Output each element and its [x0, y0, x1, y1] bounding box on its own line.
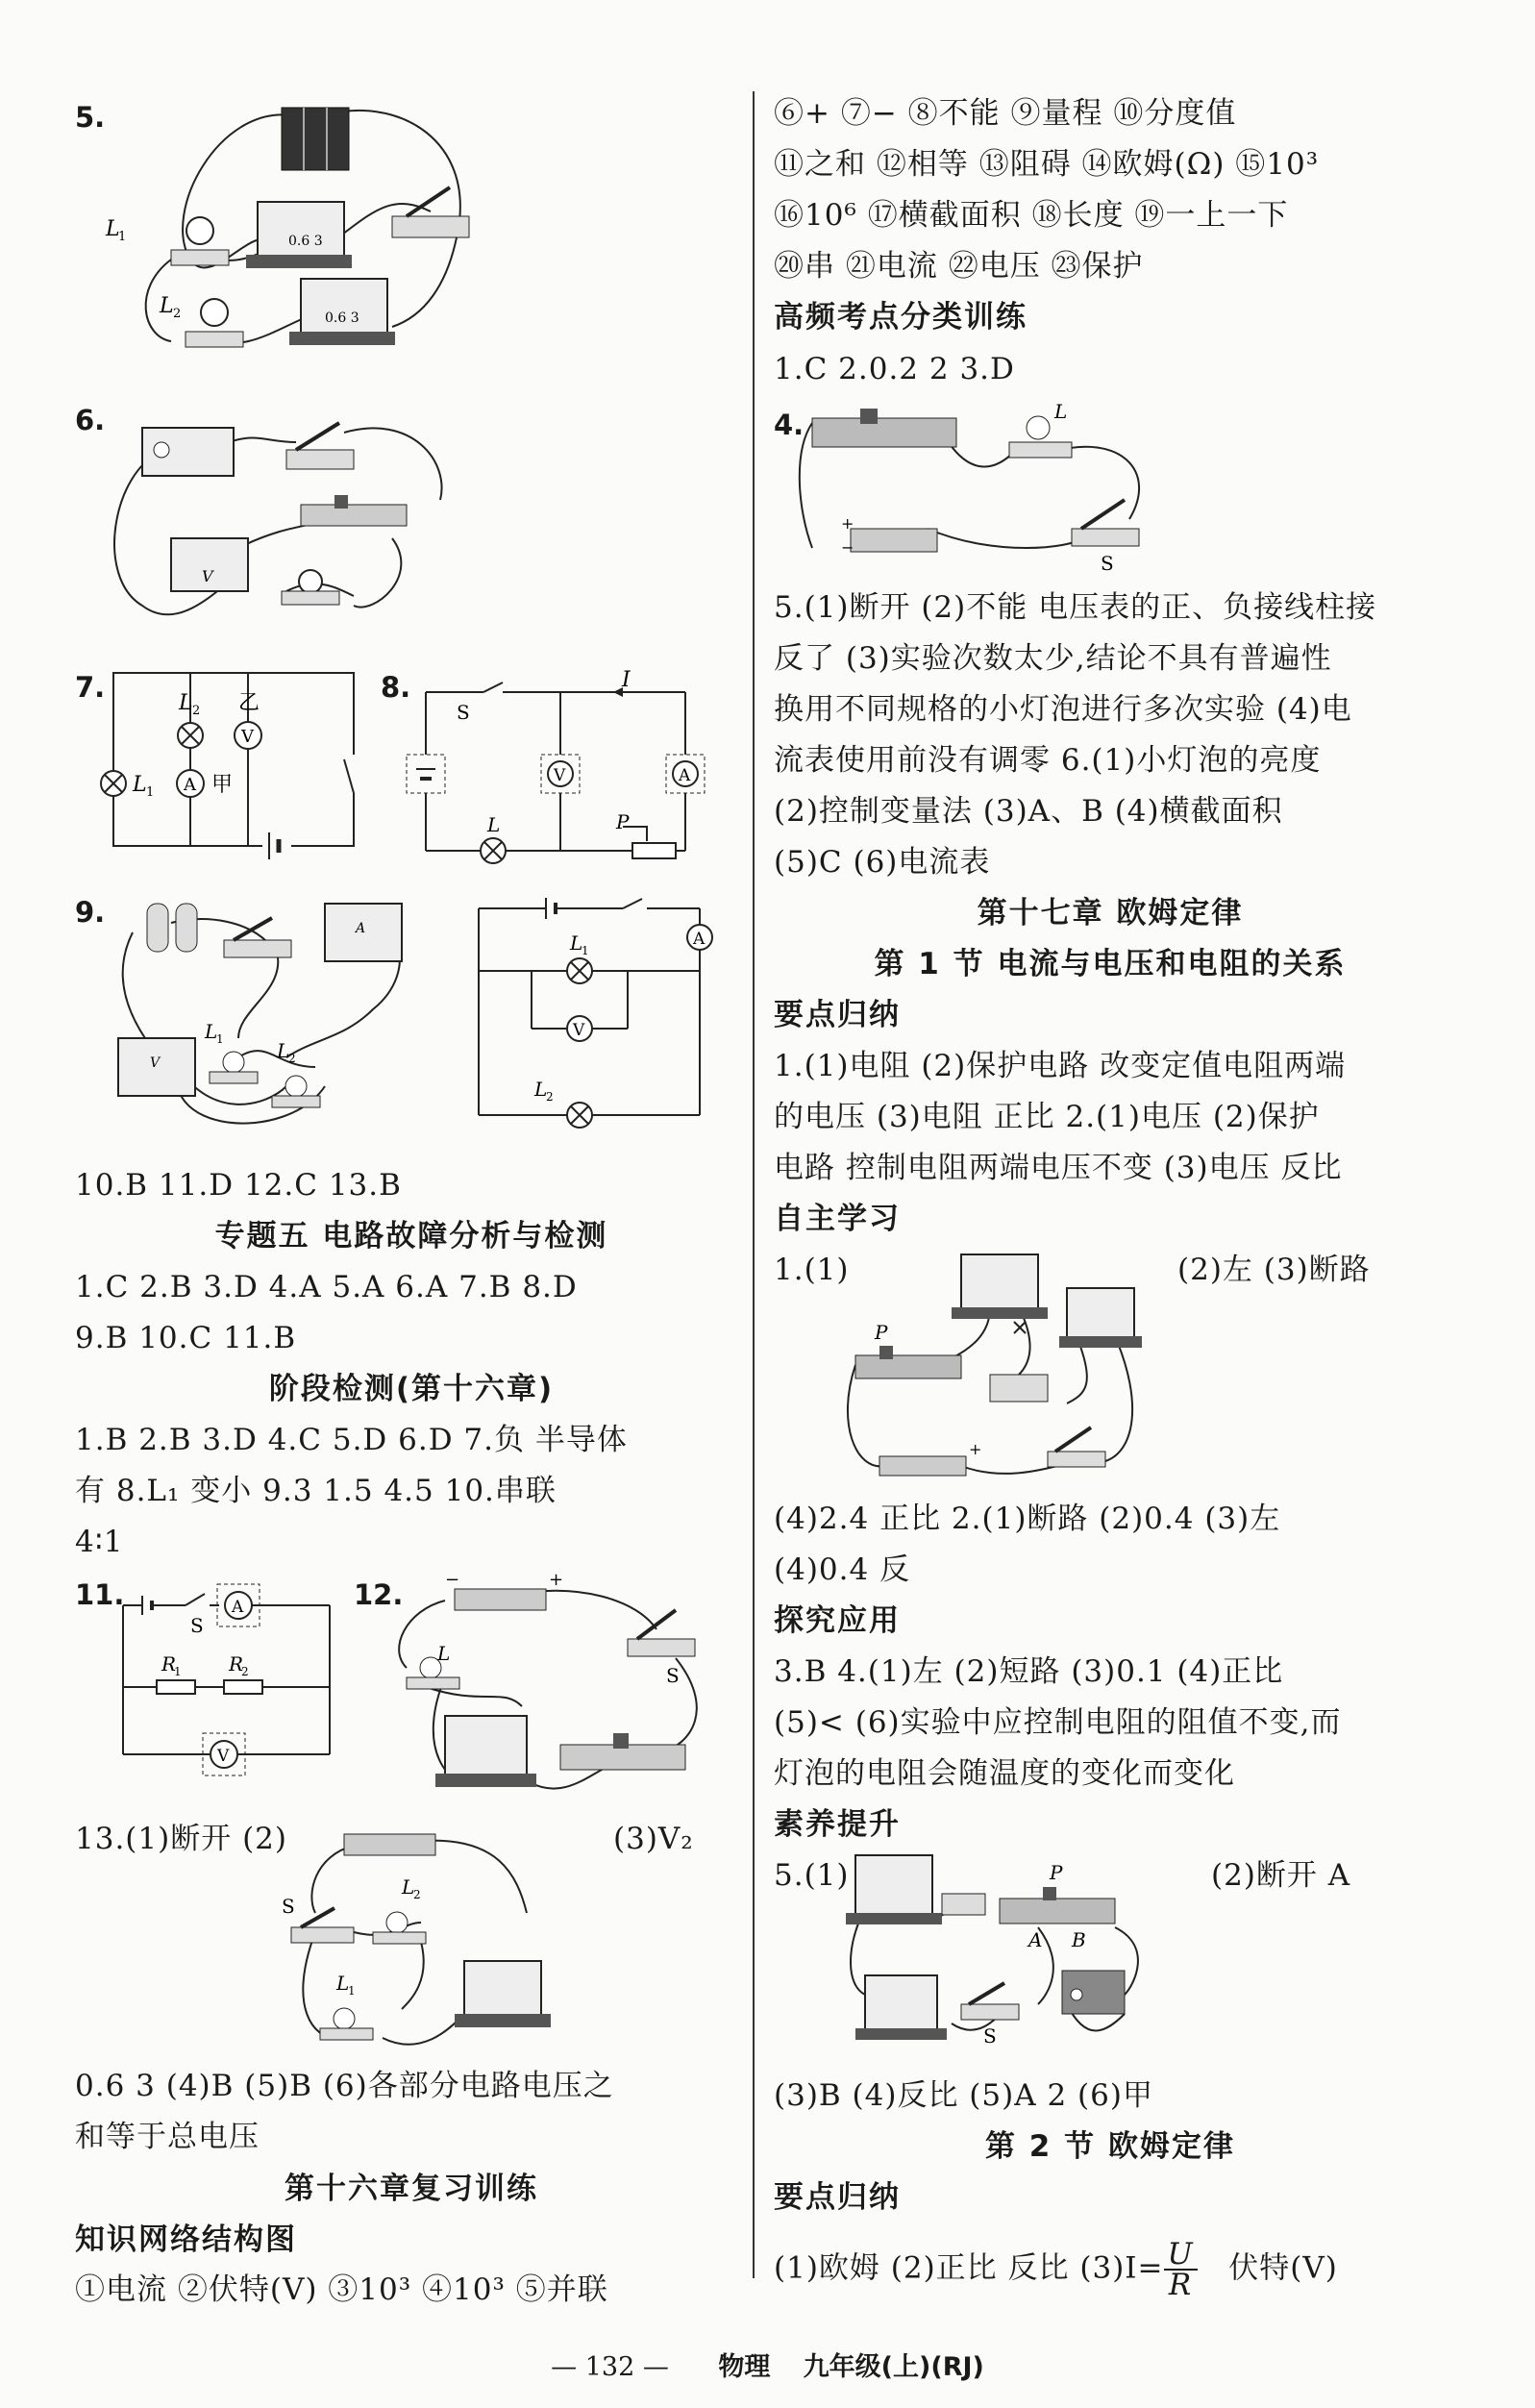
resistor-r2-symbol — [224, 1652, 262, 1694]
svg-text:0.6 3: 0.6 3 — [288, 234, 323, 249]
voltmeter-icon — [846, 1855, 942, 1924]
svg-text:A: A — [1028, 1928, 1043, 1951]
svg-text:+: + — [969, 1440, 982, 1458]
answer-line: (2)控制变量法 (3)A、B (4)横截面积 — [774, 794, 1283, 829]
svg-text:R: R — [229, 1652, 244, 1676]
svg-text:R: R — [161, 1652, 177, 1676]
q8-label: 8. — [381, 671, 411, 704]
answer-line: (5)< (6)实验中应控制电阻的阻值不变,而 — [774, 1705, 1342, 1740]
resistor-icon — [942, 1894, 985, 1915]
svg-text:L: L — [534, 1078, 548, 1101]
rheostat-icon — [301, 495, 407, 526]
svg-text:2: 2 — [173, 307, 182, 321]
answer-line: 1.C 2.B 3.D 4.A 5.A 6.A 7.B 8.D — [75, 1270, 578, 1304]
answer-line: (2)断开 A — [1211, 1858, 1351, 1893]
bulb-icon — [282, 570, 339, 605]
svg-text:L: L — [133, 773, 147, 797]
resistor-r1-symbol — [157, 1652, 195, 1694]
answer-line: 流表使用前没有调零 6.(1)小灯泡的亮度 — [774, 743, 1322, 778]
svg-text:乙: 乙 — [238, 691, 260, 715]
resistor-icon — [990, 1375, 1048, 1402]
svg-text:V: V — [150, 1055, 161, 1071]
answer-line: 和等于总电压 — [75, 2120, 260, 2154]
q11-circuit-diagram — [113, 1576, 354, 1788]
answer-line: (5)C (6)电流表 — [774, 845, 991, 880]
battery-icon — [344, 1834, 435, 1855]
rheostat-icon — [1000, 1861, 1115, 1951]
answer-line: 13.(1)断开 (2) — [75, 1822, 287, 1856]
q6-circuit-figure — [104, 413, 527, 644]
page-footer — [0, 2346, 1535, 2383]
svg-text:2: 2 — [288, 1052, 296, 1065]
rheostat-icon — [812, 409, 956, 447]
switch-symbol — [344, 755, 363, 793]
svg-text:−: − — [841, 538, 854, 557]
svg-text:A: A — [232, 1598, 244, 1617]
answer-line: 0.6 3 (4)B (5)B (6)各部分电路电压之 — [75, 2069, 614, 2103]
svg-text:L: L — [160, 294, 174, 318]
meter-yi-symbol — [235, 722, 261, 749]
section-title-review: 第十六章复习训练 — [285, 2172, 538, 2206]
svg-text:L: L — [277, 1039, 290, 1062]
literacy-q5-circuit — [846, 1850, 1182, 2057]
svg-text:1: 1 — [348, 1984, 356, 1998]
q9-physical-circuit — [94, 894, 440, 1154]
svg-text:1: 1 — [582, 944, 589, 957]
bulb-l-icon — [1009, 400, 1072, 458]
answer-line: 1.(1) — [774, 1253, 850, 1287]
column-divider — [753, 91, 755, 2278]
voltmeter-icon — [289, 279, 395, 345]
bulb-l2-symbol — [533, 1078, 592, 1128]
answer-line: 1.C 2.0.2 2 3.D — [774, 352, 1015, 386]
voltmeter-symbol — [541, 755, 580, 793]
ohm-law-line — [774, 2237, 1338, 2302]
switch-s-icon — [961, 1983, 1019, 2048]
bulb-l1-symbol — [101, 771, 126, 796]
subsection-title-high-frequency: 高频考点分类训练 — [774, 300, 1027, 335]
battery-icon — [841, 514, 937, 557]
svg-text:+: + — [841, 514, 854, 533]
svg-text:A: A — [184, 775, 196, 795]
svg-text:S: S — [666, 1664, 680, 1687]
svg-text:1: 1 — [216, 1032, 224, 1046]
battery-icon — [282, 108, 349, 170]
voltmeter-icon — [435, 1716, 536, 1787]
answer-line: ⑯10⁶ ⑰横截面积 ⑱长度 ⑲一上一下 — [774, 198, 1289, 233]
q12-physical-circuit — [387, 1572, 733, 1822]
ammeter-symbol — [666, 755, 705, 793]
subsection-title-self-study: 自主学习 — [774, 1202, 901, 1236]
answer-line: (3)V₂ — [613, 1822, 694, 1856]
answer-line: 10.B 11.D 12.C 13.B — [75, 1168, 402, 1203]
svg-text:S: S — [282, 1895, 295, 1918]
svg-text:B: B — [1072, 1928, 1086, 1951]
section-title-topic5: 专题五 电路故障分析与检测 — [214, 1219, 608, 1254]
answer-line: ①电流 ②伏特(V) ③10³ ④10³ ⑤并联 — [75, 2272, 608, 2307]
q6-label: 6. — [75, 404, 106, 436]
svg-text:2: 2 — [413, 1888, 421, 1901]
switch-icon — [1048, 1427, 1105, 1467]
switch-icon — [628, 1610, 695, 1687]
footer-grade: 九年级(上)(RJ) — [803, 2352, 984, 2382]
switch-icon — [392, 187, 469, 237]
svg-text:L: L — [570, 931, 583, 955]
bulb-l-symbol — [481, 813, 506, 863]
voltmeter-icon — [118, 1038, 195, 1096]
rheostat-icon — [855, 1321, 961, 1378]
self-study-q1-circuit — [846, 1250, 1173, 1490]
svg-text:L: L — [487, 813, 501, 836]
footer-subject: 物理 — [718, 2352, 771, 2382]
answer-line: 的电压 (3)电阻 正比 2.(1)电压 (2)保护 — [774, 1100, 1320, 1134]
power-supply-icon — [1062, 1971, 1125, 2014]
voltmeter-icon — [171, 538, 248, 591]
meter-jia-symbol — [177, 770, 204, 797]
answer-line: ⑥+ ⑦− ⑧不能 ⑨量程 ⑩分度值 — [774, 96, 1237, 131]
ohm-formula-fraction — [1164, 2237, 1198, 2302]
q9-label: 9. — [75, 896, 106, 929]
answer-line: (4)0.4 反 — [774, 1552, 911, 1587]
subsection-title-knowledge: 知识网络结构图 — [75, 2222, 297, 2257]
subsection-title-key-points: 要点归纳 — [774, 998, 901, 1032]
svg-text:S: S — [983, 2024, 997, 2048]
answer-line: 1.B 2.B 3.D 4.C 5.D 6.D 7.负 半导体 — [75, 1423, 628, 1457]
switch-s-icon — [282, 1895, 354, 1943]
answer-line: 5.(1)断开 (2)不能 电压表的正、负接线柱接 — [774, 590, 1377, 625]
svg-text:0.6 3: 0.6 3 — [325, 310, 359, 326]
svg-text:P: P — [875, 1321, 888, 1344]
svg-text:2: 2 — [546, 1090, 554, 1104]
svg-text:+: + — [549, 1570, 564, 1590]
formula-numerator: U — [1164, 2240, 1198, 2271]
svg-text:L: L — [1054, 400, 1068, 423]
ammeter-icon — [325, 904, 402, 961]
q9-circuit-diagram — [469, 894, 729, 1134]
section-title-stage-test: 阶段检测(第十六章) — [268, 1372, 555, 1406]
q4-label: 4. — [774, 409, 805, 441]
chapter-title-17: 第十七章 欧姆定律 — [977, 896, 1244, 931]
formula-denominator: R — [1168, 2268, 1193, 2302]
answer-line: 1.(1)电阻 (2)保护电路 改变定值电阻两端 — [774, 1049, 1347, 1083]
answer-line: 5.(1) — [774, 1858, 850, 1893]
q7-circuit-diagram — [104, 663, 363, 856]
svg-text:V: V — [241, 727, 254, 747]
svg-text:L: L — [205, 1020, 218, 1043]
subsection-title-literacy: 素养提升 — [774, 1807, 901, 1842]
battery-symbol — [407, 755, 445, 793]
ammeter-symbol — [687, 925, 712, 950]
battery-icon — [147, 904, 197, 952]
answer-line: 9.B 10.C 11.B — [75, 1321, 297, 1355]
svg-text:1: 1 — [118, 230, 127, 244]
answer-line: 4∶1 — [75, 1525, 124, 1559]
svg-text:I: I — [622, 668, 631, 692]
bulb-l2-symbol — [178, 723, 203, 748]
svg-text:P: P — [1050, 1861, 1063, 1884]
ammeter-icon — [246, 202, 352, 268]
svg-text:A: A — [356, 921, 366, 936]
ammeter-icon — [855, 1975, 947, 2040]
bulb-l1-icon — [320, 1972, 373, 2040]
svg-text:V: V — [217, 1747, 230, 1766]
svg-text:S: S — [1101, 552, 1114, 575]
q8-circuit-diagram — [407, 668, 714, 875]
battery-icon — [445, 1570, 563, 1610]
svg-text:L: L — [402, 1875, 415, 1899]
answer-text: 伏特(V) — [1228, 2250, 1338, 2286]
answer-line: (4)2.4 正比 2.(1)断路 (2)0.4 (3)左 — [774, 1502, 1281, 1536]
rheostat-icon — [560, 1733, 685, 1770]
svg-text:V: V — [554, 766, 566, 785]
svg-text:S: S — [457, 701, 470, 724]
svg-text:2: 2 — [241, 1665, 249, 1678]
battery-symbol — [262, 832, 291, 859]
bulb-l-icon — [407, 1642, 459, 1689]
voltmeter-icon — [952, 1254, 1048, 1319]
q7-label: 7. — [75, 671, 106, 704]
bulb-l2-icon — [272, 1039, 320, 1107]
section-title-2: 第 2 节 欧姆定律 — [985, 2129, 1235, 2164]
svg-text:2: 2 — [192, 704, 201, 718]
bulb-l2-icon — [159, 294, 243, 347]
bulb-l1-symbol — [567, 931, 592, 983]
svg-text:1: 1 — [174, 1665, 182, 1678]
svg-text:V: V — [573, 1021, 585, 1040]
svg-text:V: V — [202, 567, 213, 585]
answer-line: (3)B (4)反比 (5)A 2 (6)甲 — [774, 2078, 1153, 2113]
battery-icon — [879, 1440, 981, 1476]
svg-text:L: L — [437, 1642, 451, 1665]
q4-physical-circuit — [803, 394, 1187, 577]
q13-physical-circuit — [277, 1817, 594, 2057]
svg-text:P: P — [616, 810, 630, 833]
switch-s-icon — [1072, 500, 1139, 575]
section-title-1: 第 1 节 电流与电压和电阻的关系 — [874, 947, 1347, 981]
q5-circuit-figure — [104, 96, 527, 389]
answer-line: 换用不同规格的小灯泡进行多次实验 (4)电 — [774, 692, 1352, 727]
answer-line: ⑳串 ㉑电流 ㉒电压 ㉓保护 — [774, 249, 1144, 284]
bulb-l2-icon — [373, 1875, 426, 1944]
svg-text:−: − — [445, 1570, 460, 1590]
svg-text:S: S — [190, 1614, 204, 1637]
svg-text:A: A — [679, 766, 691, 785]
svg-text:A: A — [693, 930, 706, 949]
svg-text:1: 1 — [146, 785, 155, 800]
voltmeter-symbol — [567, 1016, 592, 1041]
answer-line: 有 8.L₁ 变小 9.3 1.5 4.5 10.串联 — [75, 1474, 557, 1508]
power-supply-icon — [142, 428, 234, 476]
q11-label: 11. — [75, 1578, 125, 1611]
voltmeter-icon — [455, 1961, 551, 2027]
q5-label: 5. — [75, 101, 106, 134]
svg-text:甲: 甲 — [211, 773, 234, 797]
bulb-l1-icon — [105, 217, 229, 265]
q12-label: 12. — [354, 1578, 404, 1611]
answer-line: (2)左 (3)断路 — [1177, 1253, 1371, 1287]
svg-text:L: L — [336, 1972, 350, 1995]
answer-line: 反了 (3)实验次数太少,结论不具有普遍性 — [774, 641, 1332, 676]
answer-line: 3.B 4.(1)左 (2)短路 (3)0.1 (4)正比 — [774, 1654, 1284, 1689]
svg-text:L: L — [179, 691, 193, 715]
svg-text:L: L — [106, 217, 120, 241]
subsection-title-key-points-2: 要点归纳 — [774, 2180, 901, 2215]
answer-line: ⑪之和 ⑫相等 ⑬阻碍 ⑭欧姆(Ω) ⑮10³ — [774, 147, 1320, 182]
ammeter-icon — [1059, 1288, 1142, 1348]
answer-text: (1)欧姆 (2)正比 反比 (3)I= — [774, 2250, 1164, 2286]
page-number: — 132 — — [551, 2352, 669, 2382]
answer-line: 灯泡的电阻会随温度的变化而变化 — [774, 1756, 1235, 1791]
subsection-title-explore: 探究应用 — [774, 1603, 901, 1638]
answer-line: 电路 控制电阻两端电压不变 (3)电压 反比 — [774, 1151, 1343, 1185]
switch-icon — [286, 423, 354, 469]
